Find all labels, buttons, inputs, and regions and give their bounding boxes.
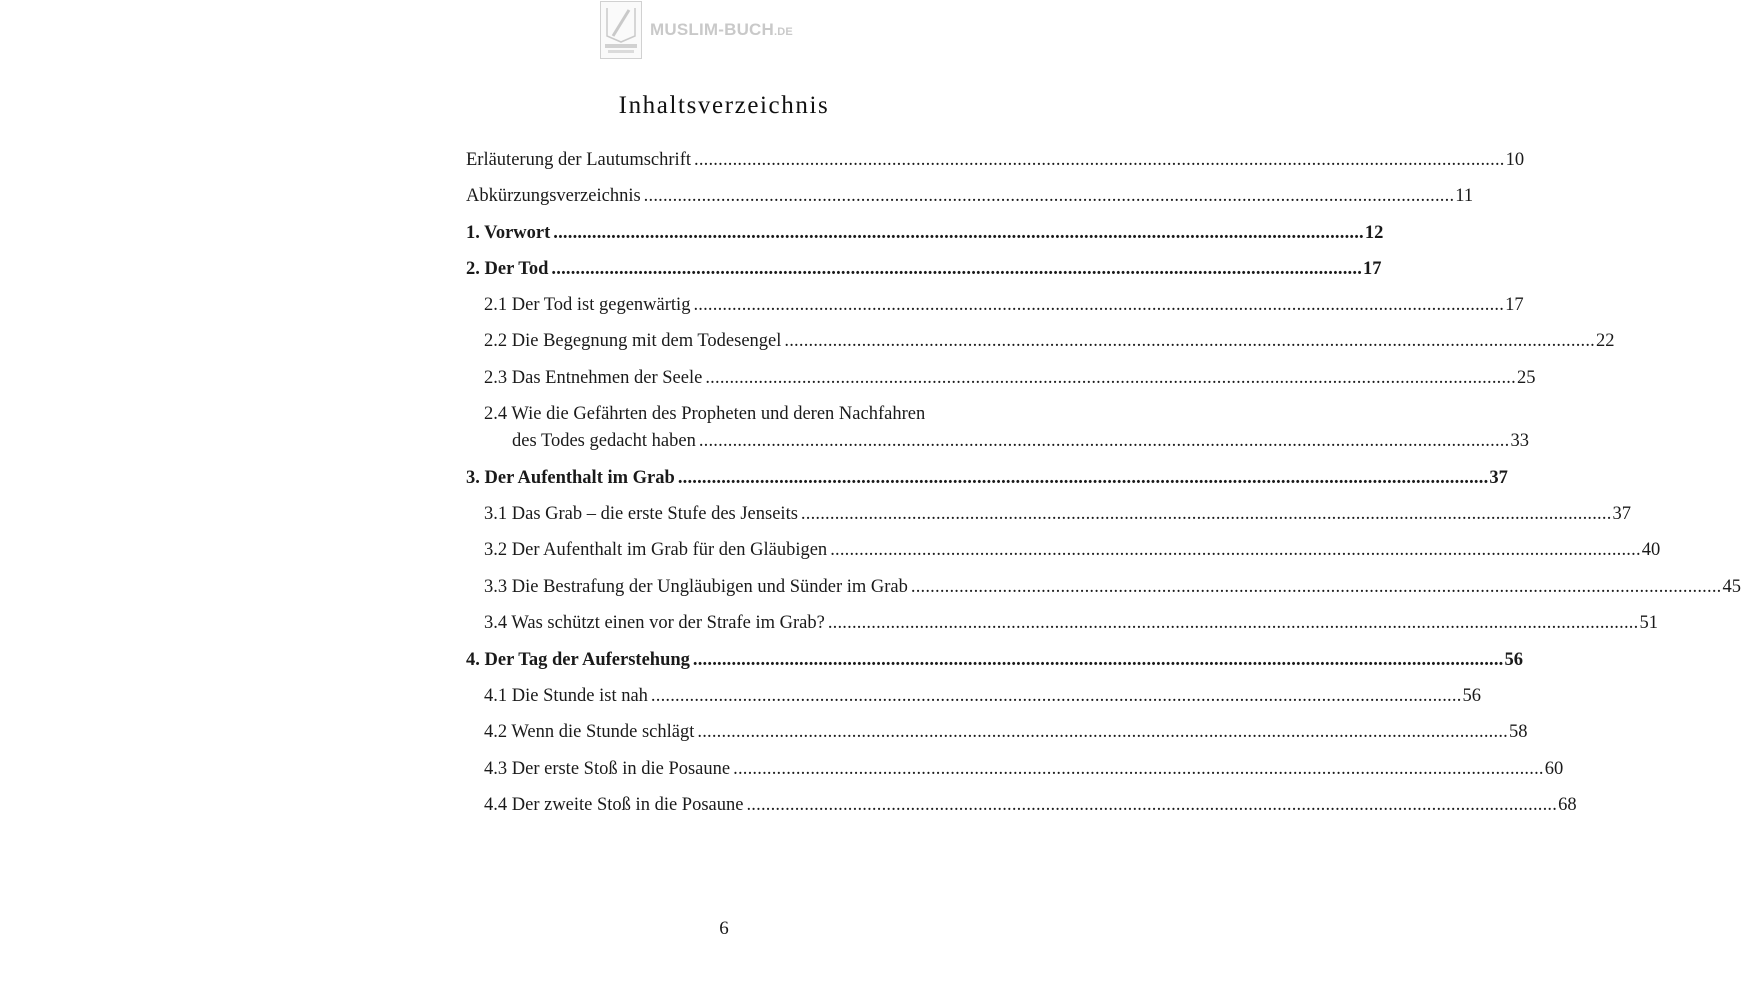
page-number: 6: [719, 918, 729, 939]
toc-chapter: 3. Der Aufenthalt im Grab ........................................................................................................................................................................ 37: [466, 468, 1508, 488]
toc-entry: 3.4 Was schützt einen vor der Strafe im Grab? ........................................................................................................................................................................ 51: [484, 613, 1658, 633]
toc-entry: 3.3 Die Bestrafung der Ungläubigen und Sünder im Grab ........................................................................................................................................................................ 45: [484, 577, 1741, 597]
toc-entry: 3.1 Das Grab – die erste Stufe des Jenseits ........................................................................................................................................................................ 37: [484, 504, 1632, 524]
watermark-brand: MUSLIM-BUCH.DE: [650, 20, 793, 39]
toc-entry: des Todes gedacht haben ........................................................................................................................................................................ 33: [512, 431, 1529, 451]
toc-chapter: 1. Vorwort ........................................................................................................................................................................ 12: [466, 223, 1384, 243]
toc-entry: 4.3 Der erste Stoß in die Posaune ........................................................................................................................................................................ 60: [484, 759, 1564, 779]
toc-entry: 3.2 Der Aufenthalt im Grab für den Gläubigen ........................................................................................................................................................................ 40: [484, 540, 1661, 560]
toc-entry: 4.1 Die Stunde ist nah ........................................................................................................................................................................ 56: [484, 686, 1482, 706]
toc-entry: 4.4 Der zweite Stoß in die Posaune ........................................................................................................................................................................ 68: [484, 795, 1577, 815]
toc-entry-line: 2.4 Wie die Gefährten des Propheten und deren Nachfahren: [484, 404, 926, 424]
toc-entry: 2.3 Das Entnehmen der Seele ........................................................................................................................................................................ 25: [484, 368, 1536, 388]
toc-chapter: 4. Der Tag der Auferstehung ........................................................................................................................................................................ 56: [466, 650, 1524, 670]
toc-chapter: 2. Der Tod ........................................................................................................................................................................ 17: [466, 259, 1382, 279]
toc-entry: Abkürzungsverzeichnis ........................................................................................................................................................................ 11: [466, 186, 1474, 206]
table-of-contents: [466, 0, 1741, 1000]
toc-entry: 2.1 Der Tod ist gegenwärtig ........................................................................................................................................................................ 17: [484, 295, 1524, 315]
toc-entry: 4.2 Wenn die Stunde schlägt ........................................................................................................................................................................ 58: [484, 722, 1528, 742]
toc-entry: Erläuterung der Lautumschrift ........................................................................................................................................................................ 10: [466, 150, 1525, 170]
page-title: Inhaltsverzeichnis: [618, 92, 830, 119]
toc-entry: 2.2 Die Begegnung mit dem Todesengel ........................................................................................................................................................................ 22: [484, 331, 1615, 351]
